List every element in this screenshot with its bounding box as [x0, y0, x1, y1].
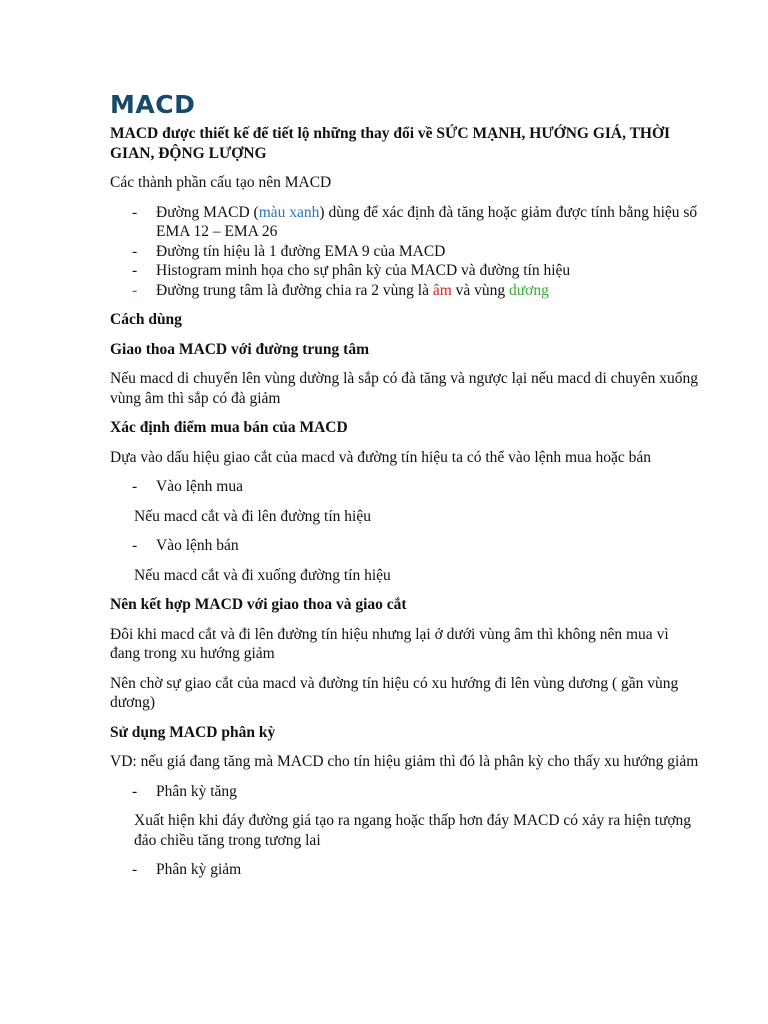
- green-text: dương: [509, 281, 549, 299]
- red-text: âm: [432, 281, 452, 299]
- sell-list: [110, 536, 700, 556]
- bull-div-text: Xuất hiện khi đáy đường giá tạo ra ngang hoặc thấp hơn đáy MACD có xảy ra hiện tượng đảo chiều tăng trong tương lai: [134, 812, 692, 849]
- bear-div-list: [110, 860, 700, 880]
- list-text: Phân kỳ giảm: [156, 861, 242, 878]
- combine-text-1: Đôi khi macd cắt và đi lên đường tín hiệu nhưng lại ở dưới vùng âm thì không nên mua vì đang trong xu hướng giảm: [110, 625, 669, 662]
- dash-bullet: -: [132, 203, 138, 221]
- cross-center-text: Nếu macd di chuyển lên vùng dường là sắp có đà tăng và ngược lại nếu macd di chuyên xuống vùng âm thì sắp có đà giảm: [110, 370, 699, 407]
- dash-bullet: -: [132, 242, 138, 260]
- dash-bullet: -: [132, 782, 138, 800]
- buy-sell-heading: Xác định điểm mua bán của MACD: [110, 419, 348, 436]
- list-text: ) dùng để xác định đà tăng hoặc giảm được tính bằng hiệu số EMA 12 – EMA 26: [156, 203, 698, 240]
- list-text: và vùng: [451, 281, 510, 299]
- combine-text-2: Nên chờ sự giao cắt của macd và đường tín hiệu có xu hướng đi lên vùng dương ( gần vùng dương): [110, 674, 679, 711]
- list-text: Đường MACD (: [156, 203, 259, 221]
- list-item: [110, 203, 700, 242]
- list-text: Histogram minh họa cho sự phân kỳ của MACD và đường tín hiệu: [156, 262, 571, 279]
- list-text: Phân kỳ tăng: [156, 782, 237, 800]
- list-text: Vào lệnh bán: [156, 537, 239, 554]
- list-item: [110, 281, 700, 301]
- intro-text: MACD được thiết kế để tiết lộ những thay đổi về SỨC MẠNH, HƯỚNG GIÁ, THỜI GIAN, ĐỘNG LƯỢNG: [110, 125, 671, 162]
- dash-bullet: -: [132, 262, 138, 279]
- buy-list: [110, 477, 700, 497]
- document-title: MACD: [110, 90, 196, 119]
- blue-text: màu xanh: [258, 203, 320, 221]
- dash-bullet: -: [132, 281, 138, 299]
- cross-center-heading: Giao thoa MACD với đường trung tâm: [110, 340, 369, 358]
- list-text: Đường trung tâm là đường chia ra 2 vùng là: [156, 281, 433, 299]
- divergence-text: VD: nếu giá đang tăng mà MACD cho tín hiệu giảm thì đó là phân kỳ cho thấy xu hướng giảm: [110, 753, 699, 770]
- list-text: Đường tín hiệu là 1 đường EMA 9 của MACD: [156, 242, 446, 260]
- list-item: [110, 782, 700, 802]
- sell-text: Nếu macd cắt và đi xuống đường tín hiệu: [134, 566, 391, 584]
- dash-bullet: -: [132, 537, 138, 554]
- combine-heading: Nên kết hợp MACD với giao thoa và giao cắt: [110, 596, 407, 613]
- components-heading: Các thành phần cấu tạo nên MACD: [110, 174, 332, 191]
- list-item: [110, 242, 700, 262]
- buy-text: Nếu macd cắt và đi lên đường tín hiệu: [134, 507, 371, 525]
- list-item: [110, 536, 700, 556]
- list-item: [110, 477, 700, 497]
- buy-sell-text: Dựa vào dấu hiệu giao cắt của macd và đường tín hiệu ta có thể vào lệnh mua hoặc bán: [110, 448, 652, 466]
- dash-bullet: -: [132, 478, 138, 495]
- bull-div-list: [110, 782, 700, 802]
- document-page: [110, 84, 700, 890]
- list-text: Vào lệnh mua: [156, 478, 243, 495]
- list-item: [110, 860, 700, 880]
- usage-heading: Cách dùng: [110, 311, 182, 328]
- dash-bullet: -: [132, 861, 138, 878]
- components-list: [110, 203, 700, 301]
- list-item: [110, 261, 700, 281]
- divergence-heading: Sử dụng MACD phân kỳ: [110, 723, 276, 741]
